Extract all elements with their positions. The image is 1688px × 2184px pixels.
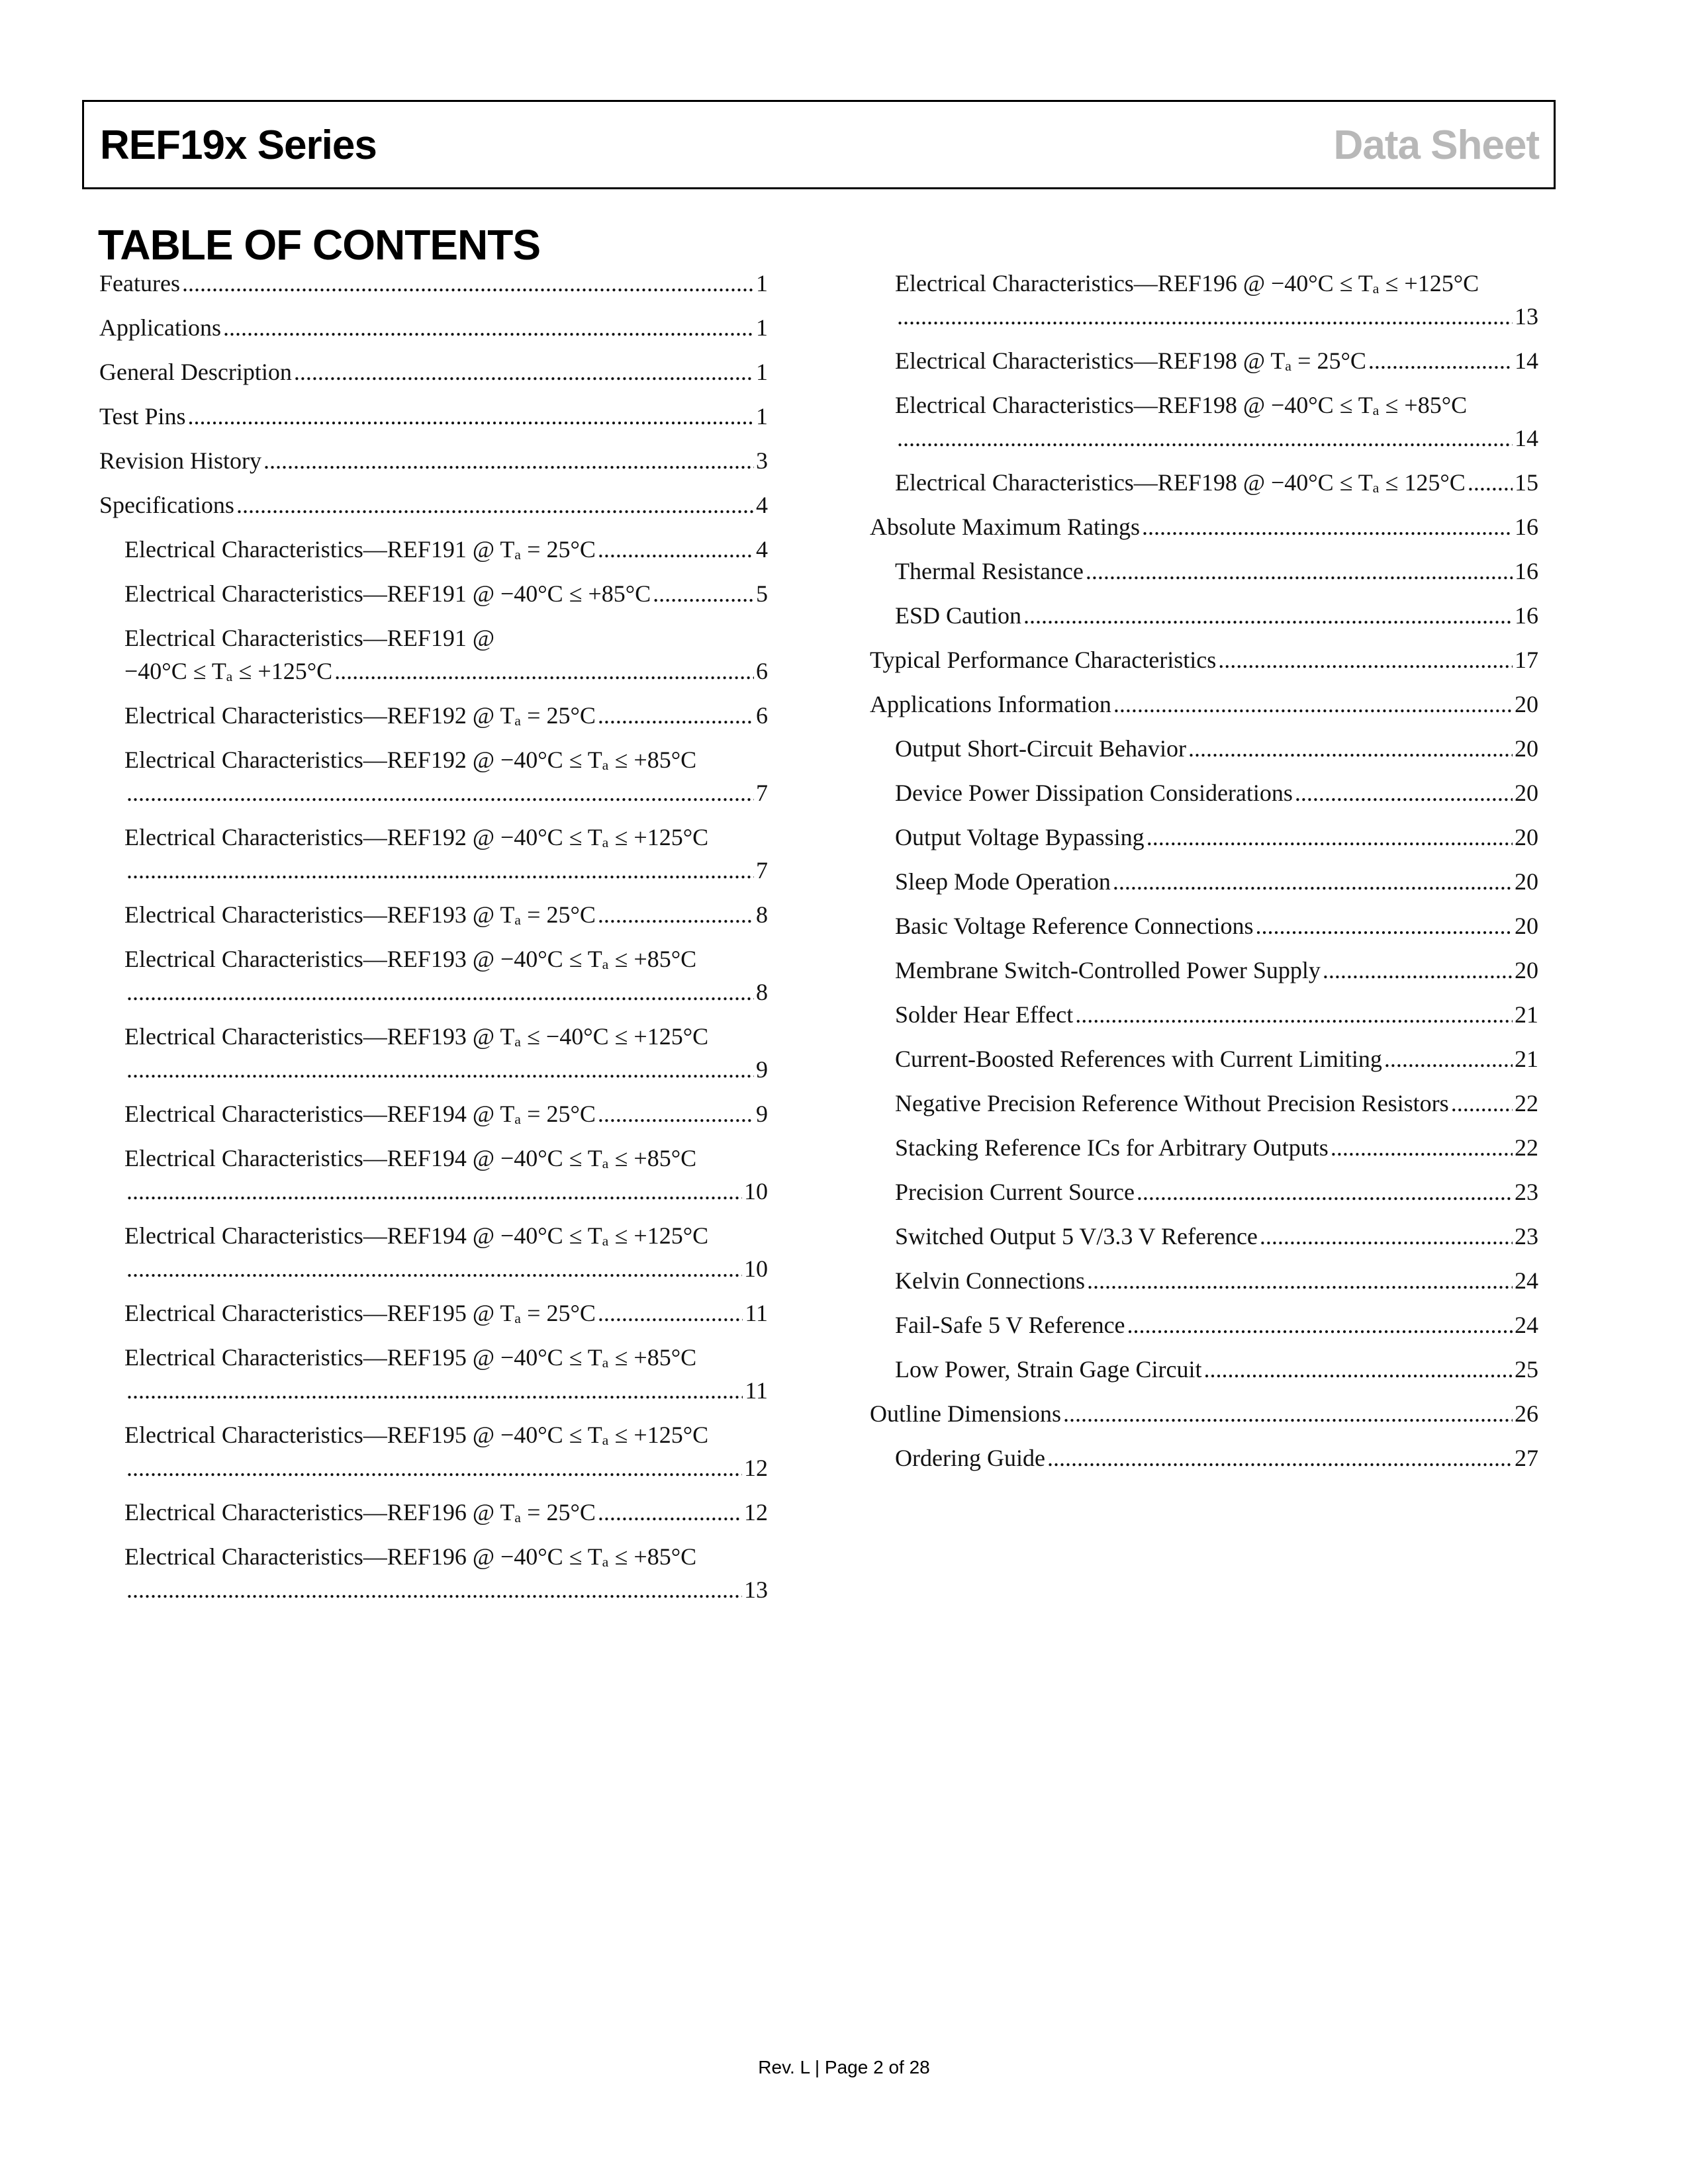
toc-page-number: 11 [745, 1300, 768, 1326]
toc-entry[interactable] [99, 1219, 768, 1285]
toc-entry[interactable] [870, 1397, 1538, 1430]
page-footer: Rev. L | Page 2 of 28 [758, 2057, 930, 2077]
toc-entry[interactable] [870, 732, 1538, 765]
toc-entry-row [124, 1097, 768, 1130]
toc-entry-row [895, 344, 1538, 377]
dot-leader [1468, 466, 1513, 499]
dot-leader [1260, 1220, 1513, 1253]
dot-leader [1142, 510, 1513, 543]
toc-page-number: 20 [1515, 780, 1538, 806]
toc-entry-title: Electrical Characteristics—REF198 @ −40°C ≤ Tₐ ≤ 125°C [895, 469, 1466, 496]
toc-entry-title: Electrical Characteristics—REF194 @ −40°C ≤ Tₐ ≤ +85°C [124, 1145, 697, 1171]
dot-leader [126, 1374, 743, 1407]
toc-entry-row [895, 909, 1538, 942]
toc-entry-row [124, 1175, 768, 1208]
dot-leader [598, 699, 754, 732]
toc-entry-title: Applications Information [870, 691, 1111, 717]
toc-entry-row [870, 643, 1538, 676]
toc-entry[interactable] [870, 344, 1538, 377]
toc-entry[interactable] [870, 599, 1538, 632]
toc-page-number: 15 [1515, 469, 1538, 496]
toc-entry-title: Electrical Characteristics—REF191 @ Tₐ = 25°C [124, 536, 596, 563]
toc-entry-row [870, 688, 1538, 721]
toc-page-number: 26 [1515, 1400, 1538, 1427]
series-title: REF19x Series [100, 122, 377, 168]
toc-page-number: 5 [756, 580, 768, 607]
toc-entry[interactable] [99, 577, 768, 610]
dot-leader [897, 422, 1513, 455]
toc-entry-row [895, 422, 1538, 455]
toc-entry[interactable] [99, 699, 768, 732]
toc-entry-title: Electrical Characteristics—REF195 @ −40°C ≤ Tₐ ≤ +85°C [124, 1344, 697, 1371]
toc-page-number: 16 [1515, 558, 1538, 584]
toc-page-number: 20 [1515, 691, 1538, 717]
toc-entry-title: Electrical Characteristics—REF196 @ −40°C ≤ Tₐ ≤ +85°C [124, 1543, 697, 1570]
toc-entry-title: Negative Precision Reference Without Precision Resistors [895, 1090, 1449, 1116]
dot-leader [334, 655, 754, 688]
toc-entry[interactable] [870, 1353, 1538, 1386]
toc-entry-title: Device Power Dissipation Considerations [895, 780, 1293, 806]
toc-entry-title: Output Voltage Bypassing [895, 824, 1145, 850]
toc-entry[interactable] [99, 311, 768, 344]
dot-leader [182, 267, 754, 300]
dot-leader [294, 355, 754, 388]
dot-leader [1331, 1131, 1513, 1164]
toc-entry[interactable] [870, 466, 1538, 499]
toc-entry[interactable] [870, 1220, 1538, 1253]
toc-entry-row [895, 1441, 1538, 1475]
dot-leader [126, 1451, 742, 1484]
dot-leader [1075, 998, 1513, 1031]
toc-right-column [870, 267, 1538, 1486]
dot-leader [126, 854, 754, 887]
toc-entry-row [895, 1042, 1538, 1075]
toc-page-number: 1 [756, 359, 768, 385]
toc-entry[interactable] [99, 743, 768, 809]
toc-entry-title: ESD Caution [895, 602, 1022, 629]
toc-entry-title: Electrical Characteristics—REF194 @ −40°C ≤ Tₐ ≤ +125°C [124, 1222, 709, 1249]
toc-page-number: 20 [1515, 868, 1538, 895]
dot-leader [1295, 776, 1513, 809]
toc-page-number: 20 [1515, 957, 1538, 983]
dot-leader [598, 898, 754, 931]
dot-leader [1188, 732, 1513, 765]
toc-entry[interactable] [870, 510, 1538, 543]
toc-entry[interactable] [99, 621, 768, 688]
toc-entry-row [99, 267, 768, 300]
dot-leader [126, 976, 754, 1009]
toc-entry-row [124, 1053, 768, 1086]
toc-entry-row [895, 1353, 1538, 1386]
dot-leader [598, 533, 754, 566]
toc-entry-title: Typical Performance Characteristics [870, 647, 1217, 673]
dot-leader [598, 1097, 754, 1130]
dot-leader [1137, 1175, 1513, 1208]
toc-entry-title: Electrical Characteristics—REF196 @ Tₐ = 25°C [124, 1499, 596, 1525]
dot-leader [897, 300, 1513, 333]
toc-entry-row [124, 898, 768, 931]
dot-leader [1047, 1441, 1513, 1475]
toc-entry-row [895, 865, 1538, 898]
toc-entry-title: Ordering Guide [895, 1445, 1045, 1471]
toc-page-number: 10 [744, 1178, 768, 1205]
toc-page-number: 13 [1515, 303, 1538, 330]
dot-leader [126, 1252, 742, 1285]
toc-entry-title: Low Power, Strain Gage Circuit [895, 1356, 1202, 1383]
dot-leader [1113, 865, 1513, 898]
toc-entry-title: Basic Voltage Reference Connections [895, 913, 1254, 939]
toc-entry-row [124, 1451, 768, 1484]
toc-entry-title: Electrical Characteristics—REF192 @ Tₐ = 25°C [124, 702, 596, 729]
toc-entry[interactable] [870, 821, 1538, 854]
toc-page-number: 24 [1515, 1267, 1538, 1294]
toc-entry[interactable] [99, 1297, 768, 1330]
toc-entry-title: Current-Boosted References with Current Limiting [895, 1046, 1382, 1072]
toc-entry-title: Applications [99, 314, 221, 341]
dot-leader [263, 444, 754, 477]
toc-page-number: 8 [756, 979, 768, 1005]
toc-page-number: 16 [1515, 602, 1538, 629]
toc-entry-row [99, 355, 768, 388]
document-type-label: Data Sheet [1333, 122, 1539, 168]
dot-leader [1384, 1042, 1513, 1075]
toc-entry[interactable] [870, 1264, 1538, 1297]
toc-page-number: 9 [756, 1101, 768, 1127]
toc-entry[interactable] [99, 1020, 768, 1086]
dot-leader [1063, 1397, 1513, 1430]
toc-page-number: 7 [756, 857, 768, 884]
toc-entry-row [99, 311, 768, 344]
toc-page-number: 14 [1515, 425, 1538, 451]
dot-leader [1218, 643, 1513, 676]
toc-page-number: 6 [756, 658, 768, 684]
toc-page-number: 24 [1515, 1312, 1538, 1338]
dot-leader [126, 1053, 754, 1086]
toc-page-number: 9 [756, 1056, 768, 1083]
toc-page-number: 6 [756, 702, 768, 729]
toc-page-number: 23 [1515, 1179, 1538, 1205]
toc-page-number: 12 [744, 1455, 768, 1481]
toc-page-number: 7 [756, 780, 768, 806]
toc-entry-row [124, 533, 768, 566]
toc-entry-title: Stacking Reference ICs for Arbitrary Outputs [895, 1134, 1329, 1161]
dot-leader [1256, 909, 1513, 942]
toc-page-number: 22 [1515, 1090, 1538, 1116]
toc-entry-row [124, 699, 768, 732]
toc-entry-row [895, 1220, 1538, 1253]
toc-page-number: 11 [745, 1377, 768, 1404]
toc-entry-title: Electrical Characteristics—REF193 @ −40°C ≤ Tₐ ≤ +85°C [124, 946, 697, 972]
dot-leader [126, 1175, 742, 1208]
toc-page-number: 23 [1515, 1223, 1538, 1250]
toc-entry[interactable] [870, 998, 1538, 1031]
toc-entry-title: Electrical Characteristics—REF195 @ −40°C ≤ Tₐ ≤ +125°C [124, 1422, 709, 1448]
toc-page-number: 22 [1515, 1134, 1538, 1161]
toc-entry[interactable] [870, 388, 1538, 455]
toc-entry[interactable] [99, 267, 768, 300]
dot-leader [126, 776, 754, 809]
toc-page-number: 17 [1515, 647, 1538, 673]
toc-entry[interactable] [99, 898, 768, 931]
toc-entry-title: Thermal Resistance [895, 558, 1084, 584]
toc-entry-row [895, 732, 1538, 765]
toc-page-number: 1 [756, 270, 768, 296]
toc-page-number: 8 [756, 901, 768, 928]
dot-leader [1451, 1087, 1513, 1120]
dot-leader [1147, 821, 1513, 854]
toc-entry-title: Switched Output 5 V/3.3 V Reference [895, 1223, 1258, 1250]
toc-entry-title: Electrical Characteristics—REF192 @ −40°C ≤ Tₐ ≤ +85°C [124, 747, 697, 773]
toc-entry-row [124, 976, 768, 1009]
toc-page-number: 10 [744, 1255, 768, 1282]
toc-entry[interactable] [870, 909, 1538, 942]
toc-entry-row [99, 444, 768, 477]
toc-entry-title: Precision Current Source [895, 1179, 1135, 1205]
dot-leader [1203, 1353, 1513, 1386]
toc-entry[interactable] [99, 1540, 768, 1606]
toc-entry-row [895, 1087, 1538, 1120]
toc-entry[interactable] [870, 954, 1538, 987]
toc-page-number: 21 [1515, 1001, 1538, 1028]
toc-entry[interactable] [99, 1496, 768, 1529]
toc-page-number: 12 [744, 1499, 768, 1525]
toc-page-number: 21 [1515, 1046, 1538, 1072]
toc-entry-row [124, 1297, 768, 1330]
toc-entry[interactable] [870, 688, 1538, 721]
toc-page-number: 27 [1515, 1445, 1538, 1471]
toc-page-number: 4 [756, 492, 768, 518]
dot-leader [1113, 688, 1513, 721]
toc-entry-title: Electrical Characteristics—REF194 @ Tₐ = 25°C [124, 1101, 596, 1127]
toc-entry-title: Output Short-Circuit Behavior [895, 735, 1186, 762]
toc-entry-row [895, 300, 1538, 333]
toc-entry[interactable] [99, 400, 768, 433]
toc-entry[interactable] [99, 533, 768, 566]
toc-entry-row [124, 1374, 768, 1407]
toc-page-number: 20 [1515, 913, 1538, 939]
toc-entry-row [124, 577, 768, 610]
toc-entry[interactable] [870, 1441, 1538, 1475]
toc-entry-title: Electrical Characteristics—REF192 @ −40°C ≤ Tₐ ≤ +125°C [124, 824, 709, 850]
toc-entry-title: Electrical Characteristics—REF191 @ −40°C ≤ +85°C [124, 580, 651, 607]
toc-entry-row [895, 998, 1538, 1031]
toc-entry-title: Test Pins [99, 403, 186, 430]
toc-entry[interactable] [870, 1042, 1538, 1075]
toc-heading: TABLE OF CONTENTS [98, 221, 540, 269]
toc-entry[interactable] [99, 355, 768, 388]
toc-entry[interactable] [870, 267, 1538, 333]
toc-entry-row [124, 1496, 768, 1529]
toc-entry-title: Electrical Characteristics—REF193 @ Tₐ ≤ −40°C ≤ +125°C [124, 1023, 709, 1050]
dot-leader [598, 1297, 743, 1330]
toc-entry-title: Membrane Switch-Controlled Power Supply [895, 957, 1321, 983]
toc-page-number: 20 [1515, 735, 1538, 762]
toc-entry[interactable] [870, 776, 1538, 809]
toc-entry[interactable] [870, 1175, 1538, 1208]
toc-entry-title: Revision History [99, 447, 262, 474]
dot-leader [188, 400, 755, 433]
toc-page-number: 3 [756, 447, 768, 474]
toc-page-number: 13 [744, 1576, 768, 1603]
toc-entry[interactable] [99, 488, 768, 522]
toc-entry-row [895, 821, 1538, 854]
toc-entry-row [124, 1252, 768, 1285]
toc-entry[interactable] [870, 1131, 1538, 1164]
dot-leader [1087, 1264, 1513, 1297]
toc-entry-title: Kelvin Connections [895, 1267, 1085, 1294]
toc-entry[interactable] [99, 942, 768, 1009]
dot-leader [236, 488, 754, 522]
toc-entry-row [895, 1175, 1538, 1208]
toc-page-number: 1 [756, 314, 768, 341]
toc-entry-row [895, 954, 1538, 987]
toc-entry-row [895, 776, 1538, 809]
toc-entry-row [895, 599, 1538, 632]
toc-entry[interactable] [99, 444, 768, 477]
toc-entry-row [895, 555, 1538, 588]
toc-entry[interactable] [99, 1418, 768, 1484]
toc-entry[interactable] [99, 1142, 768, 1208]
toc-entry-title: Features [99, 270, 180, 296]
toc-entry[interactable] [99, 1341, 768, 1407]
toc-page-number: 20 [1515, 824, 1538, 850]
toc-entry-title: Fail-Safe 5 V Reference [895, 1312, 1125, 1338]
dot-leader [598, 1496, 742, 1529]
dot-leader [223, 311, 754, 344]
toc-entry-row [99, 400, 768, 433]
toc-page-number: 25 [1515, 1356, 1538, 1383]
toc-entry-title: Electrical Characteristics—REF198 @ Tₐ = 25°C [895, 347, 1366, 374]
dot-leader [1127, 1308, 1513, 1342]
toc-entry-row [895, 466, 1538, 499]
toc-entry-title: −40°C ≤ Tₐ ≤ +125°C [124, 658, 333, 684]
toc-entry-title: General Description [99, 359, 292, 385]
toc-entry-title: Outline Dimensions [870, 1400, 1061, 1427]
toc-entry-title: Electrical Characteristics—REF195 @ Tₐ = 25°C [124, 1300, 596, 1326]
toc-entry-row [124, 854, 768, 887]
toc-entry-row [870, 1397, 1538, 1430]
dot-leader [1023, 599, 1513, 632]
toc-page-number: 14 [1515, 347, 1538, 374]
toc-entry[interactable] [870, 1308, 1538, 1342]
toc-entry-title: Electrical Characteristics—REF196 @ −40°C ≤ Tₐ ≤ +125°C [895, 270, 1479, 296]
toc-entry[interactable] [870, 1087, 1538, 1120]
toc-page-number: 1 [756, 403, 768, 430]
toc-entry-title: Absolute Maximum Ratings [870, 514, 1140, 540]
toc-page-number: 4 [756, 536, 768, 563]
dot-leader [1086, 555, 1513, 588]
toc-page-number: 16 [1515, 514, 1538, 540]
toc-entry-title: Electrical Characteristics—REF198 @ −40°C ≤ Tₐ ≤ +85°C [895, 392, 1468, 418]
toc-entry-row [124, 655, 768, 688]
toc-left-column [99, 267, 768, 1617]
toc-entry[interactable] [870, 865, 1538, 898]
toc-entry-title: Electrical Characteristics—REF191 @ [124, 625, 494, 651]
toc-entry-row [895, 1308, 1538, 1342]
toc-entry-row [895, 1131, 1538, 1164]
dot-leader [653, 577, 754, 610]
toc-entry-row [870, 510, 1538, 543]
toc-entry[interactable] [99, 821, 768, 887]
toc-entry[interactable] [870, 643, 1538, 676]
toc-entry[interactable] [99, 1097, 768, 1130]
toc-entry-title: Electrical Characteristics—REF193 @ Tₐ = 25°C [124, 901, 596, 928]
dot-leader [126, 1573, 742, 1606]
dot-leader [1368, 344, 1513, 377]
toc-entry[interactable] [870, 555, 1538, 588]
toc-entry-title: Sleep Mode Operation [895, 868, 1111, 895]
toc-entry-row [124, 1573, 768, 1606]
toc-entry-title: Solder Hear Effect [895, 1001, 1074, 1028]
dot-leader [1323, 954, 1513, 987]
header-banner [82, 100, 1556, 189]
toc-entry-row [895, 1264, 1538, 1297]
toc-entry-row [99, 488, 768, 522]
toc-entry-row [124, 776, 768, 809]
toc-entry-title: Specifications [99, 492, 234, 518]
